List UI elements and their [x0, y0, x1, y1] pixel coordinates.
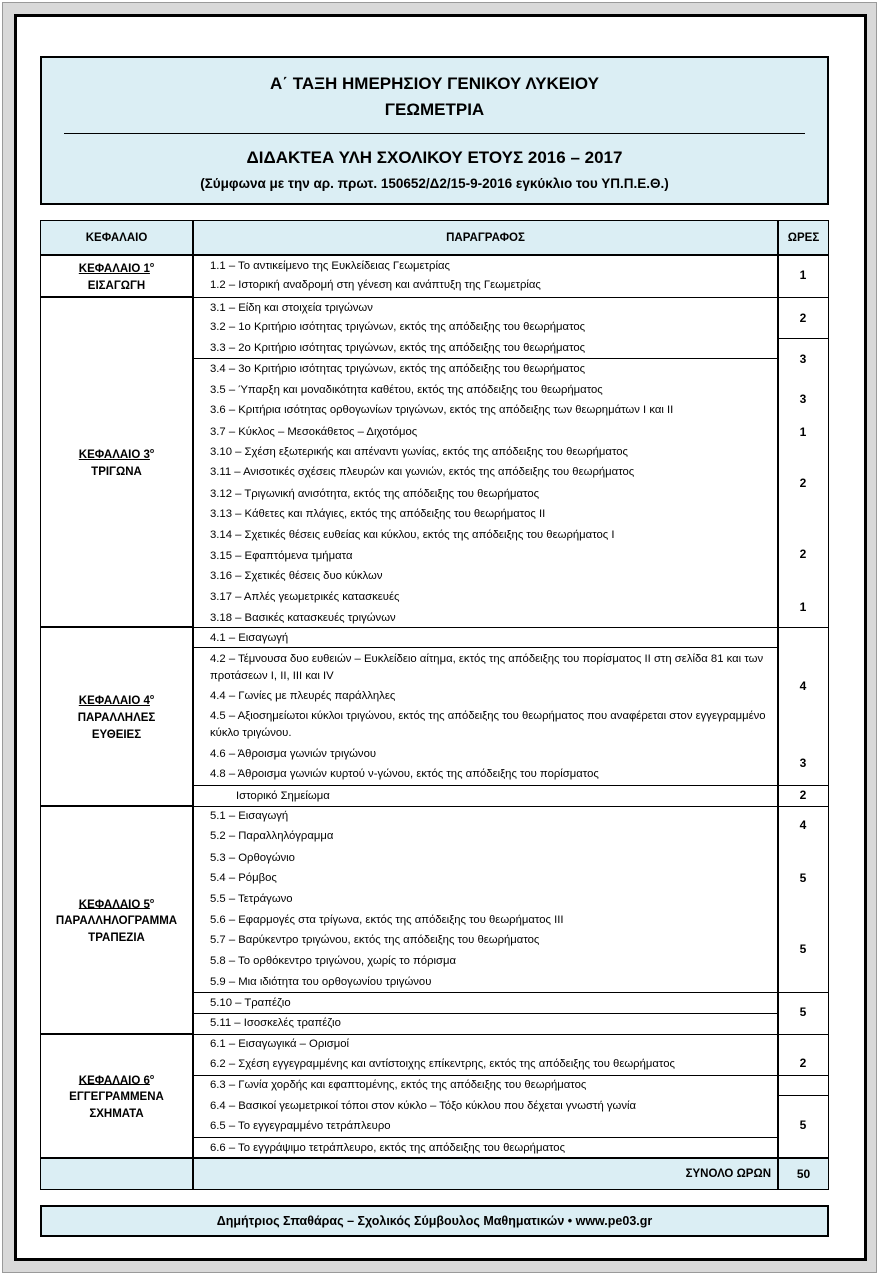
- paragraph-row: 4.8 – Άθροισμα γωνιών κυρτού ν-γώνου, εκτός της απόδειξης του πορίσματος: [210, 768, 599, 780]
- paragraph-row: 6.6 – Το εγγράψιμο τετράπλευρο, εκτός της απόδειξης του θεωρήματος: [210, 1142, 566, 1154]
- hours-value: 5: [799, 871, 807, 885]
- chapter-name: ΕΙΣΑΓΩΓΗ: [87, 279, 146, 292]
- paragraph-row: 5.2 – Παραλληλόγραμμα: [210, 830, 334, 842]
- paragraph-row: 3.10 – Σχέση εξωτερικής και απέναντι γωνίας, εκτός της απόδειξης του θεωρήματος: [210, 446, 628, 458]
- paragraph-row: 5.8 – Το ορθόκεντρο τριγώνου, χωρίς το πόρισμα: [210, 955, 457, 967]
- header-subject: ΓΕΩΜΕΤΡΙΑ: [384, 100, 485, 119]
- chapter-6-cell: ΚΕΦΑΛΑΙΟ $6^o$ ΕΓΓΕΓΡΑΜΜΕΝΑ ΣΧΗΜΑΤΑ: [40, 1034, 193, 1158]
- paragraph-row: 5.10 – Τραπέζιο: [210, 997, 291, 1009]
- paragraph-row: 5.11 – Ισοσκελές τραπέζιο: [210, 1017, 341, 1029]
- paragraph-row: 3.4 – 3ο Κριτήριο ισότητας τριγώνων, εκτός της απόδειξης του θεωρήματος: [210, 363, 586, 375]
- paragraph-row: 3.16 – Σχετικές θέσεις δυο κύκλων: [210, 570, 383, 582]
- paragraph-row: 5.3 – Ορθογώνιο: [210, 852, 295, 864]
- paragraph-row: 3.1 – Είδη και στοιχεία τριγώνων: [210, 302, 373, 314]
- paragraph-row: 3.3 – 2ο Κριτήριο ισότητας τριγώνων, εκτός της απόδειξης του θεωρήματος: [210, 342, 586, 354]
- paragraph-row: 6.5 – Το εγγεγραμμένο τετράπλευρο: [210, 1120, 391, 1132]
- paragraph-row: 3.15 – Εφαπτόμενα τμήματα: [210, 550, 353, 562]
- paragraph-row: 5.1 – Εισαγωγή: [210, 810, 289, 822]
- paragraph-row: 3.18 – Βασικές κατασκευές τριγώνων: [210, 612, 396, 624]
- hours-value: 5: [799, 1118, 807, 1132]
- paragraph-row: 5.6 – Εφαρμογές στα τρίγωνα, εκτός της απόδειξης του θεωρήματος ΙΙΙ: [210, 914, 564, 926]
- paragraph-row: 5.7 – Βαρύκεντρο τριγώνου, εκτός της απόδειξης του θεωρήματος: [210, 934, 540, 946]
- paragraph-row: 1.1 – Το αντικείμενο της Ευκλείδειας Γεωμετρίας: [210, 260, 450, 272]
- hours-value: 5: [799, 1005, 807, 1019]
- paragraph-row: 6.2 – Σχέση εγγεγραμμένης και αντίστοιχης επίκεντρης, εκτός της απόδειξης του θεωρήματος: [210, 1058, 675, 1070]
- chapter-number: ΚΕΦΑΛΑΙΟ 5: [78, 898, 150, 911]
- paragraph-row: 6.4 – Βασικοί γεωμετρικοί τόποι στον κύκλο – Τόξο κύκλου που δέχεται γνωστή γωνία: [210, 1100, 637, 1112]
- paragraph-row: 3.13 – Κάθετες και πλάγιες, εκτός της απόδειξης του θεωρήματος ΙΙ: [210, 508, 546, 520]
- paragraph-row: 3.17 – Απλές γεωμετρικές κατασκευές: [210, 591, 400, 603]
- document-footer: Δημήτριος Σπαθάρας – Σχολικός Σύμβουλος Μαθηματικών • www.pe03.gr: [40, 1205, 829, 1237]
- header-syllabus: ΔΙΔΑΚΤΕΑ ΥΛΗ ΣΧΟΛΙΚΟΥ ΕΤΟΥΣ 2016 – 2017: [246, 148, 623, 167]
- chapter-1-cell: ΚΕΦΑΛΑΙΟ $1^o$ ΕΙΣΑΓΩΓΗ: [40, 255, 193, 297]
- hours-value: 1: [799, 600, 807, 614]
- hours-value: 2: [799, 311, 807, 325]
- paragraph-row: 3.12 – Τριγωνική ανισότητα, εκτός της απόδειξης του θεωρήματος: [210, 488, 540, 500]
- total-label-cell: ΣΥΝΟΛΟ ΩΡΩΝ: [193, 1158, 778, 1190]
- hours-value: 3: [799, 756, 807, 770]
- chapter-number: ΚΕΦΑΛΑΙΟ 6: [78, 1074, 150, 1087]
- paragraph-row: 4.4 – Γωνίες με πλευρές παράλληλες: [210, 690, 396, 702]
- col-header-chapter: ΚΕΦΑΛΑΙΟ: [40, 220, 193, 255]
- hours-value: 4: [799, 818, 807, 832]
- hours-value: 4: [799, 679, 807, 693]
- chapter-number: ΚΕΦΑΛΑΙΟ 1: [78, 262, 150, 275]
- chapter-name: ΠΑΡΑΛΛΗΛΕΣ ΕΥΘΕΙΕΣ: [77, 711, 156, 741]
- hours-value: 1: [799, 425, 807, 439]
- paragraph-row: 5.4 – Ρόμβος: [210, 872, 277, 884]
- chapter-name: ΠΑΡΑΛΛΗΛΟΓΡΑΜΜΑ ΤΡΑΠΕΖΙΑ: [55, 915, 178, 945]
- col-header-paragraph: ΠΑΡΑΓΡΑΦΟΣ: [193, 220, 778, 255]
- total-row-blank-cell: [40, 1158, 193, 1190]
- paragraph-row: 6.1 – Εισαγωγικά – Ορισμοί: [210, 1038, 350, 1050]
- hours-value: 2: [799, 476, 807, 490]
- paragraph-row: 4.5 – Αξιοσημείωτοι κύκλοι τριγώνου, εκτός της απόδειξης του θεωρήματος που αναφέρεται στον εγγεγραμμένο κύκλο τριγώνου.: [210, 710, 766, 739]
- header-title: Α΄ ΤΑΞΗ ΗΜΕΡΗΣΙΟΥ ΓΕΝΙΚΟΥ ΛΥΚΕΙΟΥ: [270, 74, 599, 93]
- header-note: (Σύμφωνα με την αρ. πρωτ. 150652/Δ2/15-9-2016 εγκύκλιο του ΥΠ.Π.Ε.Θ.): [200, 176, 669, 191]
- hours-column: [778, 255, 829, 1158]
- paragraph-row: Ιστορικό Σημείωμα: [236, 790, 330, 802]
- hours-value: 1: [799, 268, 807, 282]
- paragraph-row: 5.5 – Τετράγωνο: [210, 893, 293, 905]
- paragraph-row: 4.6 – Άθροισμα γωνιών τριγώνου: [210, 748, 377, 760]
- paragraph-row: 3.2 – 1ο Κριτήριο ισότητας τριγώνων, εκτός της απόδειξης του θεωρήματος: [210, 321, 586, 333]
- hours-value: 5: [799, 942, 807, 956]
- chapter-number: ΚΕΦΑΛΑΙΟ 3: [78, 448, 150, 461]
- paragraph-row: 6.3 – Γωνία χορδής και εφαπτομένης, εκτός της απόδειξης του θεωρήματος: [210, 1079, 587, 1091]
- chapter-4-cell: ΚΕΦΑΛΑΙΟ $4^o$ ΠΑΡΑΛΛΗΛΕΣ ΕΥΘΕΙΕΣ: [40, 627, 193, 806]
- chapter-name: ΤΡΙΓΩΝΑ: [91, 465, 142, 478]
- hours-value: 2: [799, 1056, 807, 1070]
- chapter-3-cell: ΚΕΦΑΛΑΙΟ $3^o$ ΤΡΙΓΩΝΑ: [40, 297, 193, 627]
- total-hours-cell: 50: [778, 1158, 829, 1190]
- hours-value: 3: [799, 352, 807, 366]
- paragraph-row: 3.6 – Κριτήρια ισότητας ορθογωνίων τριγώνων, εκτός της απόδειξης των θεωρημάτων Ι και ΙΙ: [210, 404, 674, 416]
- paragraph-row: 4.1 – Εισαγωγή: [210, 632, 289, 644]
- header-divider: [64, 133, 805, 134]
- hours-value: 3: [799, 392, 807, 406]
- hours-value: 2: [799, 547, 807, 561]
- paragraph-row: 5.9 – Μια ιδιότητα του ορθογωνίου τριγώνου: [210, 976, 432, 988]
- chapter-name: ΕΓΓΕΓΡΑΜΜΕΝΑ ΣΧΗΜΑΤΑ: [69, 1091, 164, 1121]
- hours-value: 2: [799, 788, 807, 802]
- paragraph-row: 3.7 – Κύκλος – Μεσοκάθετος – Διχοτόμος: [210, 426, 418, 438]
- chapter-number: ΚΕΦΑΛΑΙΟ 4: [78, 694, 150, 707]
- paragraph-row: 1.2 – Ιστορική αναδρομή στη γένεση και ανάπτυξη της Γεωμετρίας: [210, 279, 541, 291]
- chapter-5-cell: ΚΕΦΑΛΑΙΟ $5^o$ ΠΑΡΑΛΛΗΛΟΓΡΑΜΜΑ ΤΡΑΠΕΖΙΑ: [40, 806, 193, 1034]
- paragraph-row: 3.5 – Ύπαρξη και μοναδικότητα καθέτου, εκτός της απόδειξης του θεωρήματος: [210, 384, 603, 396]
- document-header: [40, 56, 829, 205]
- paragraph-row: 3.14 – Σχετικές θέσεις ευθείας και κύκλου, εκτός της απόδειξης του θεωρήματος Ι: [210, 529, 615, 541]
- paragraph-row: 3.11 – Ανισοτικές σχέσεις πλευρών και γωνιών, εκτός της απόδειξης του θεωρήματος: [210, 466, 635, 478]
- paragraph-row: 4.2 – Τέμνουσα δυο ευθειών – Ευκλείδειο αίτημα, εκτός της απόδειξης του πορίσματος ΙΙ στη σελίδα 81 και των προτάσεων Ι, ΙΙ, ΙΙΙ και IV: [210, 653, 764, 682]
- col-header-hours: ΩΡΕΣ: [778, 220, 829, 255]
